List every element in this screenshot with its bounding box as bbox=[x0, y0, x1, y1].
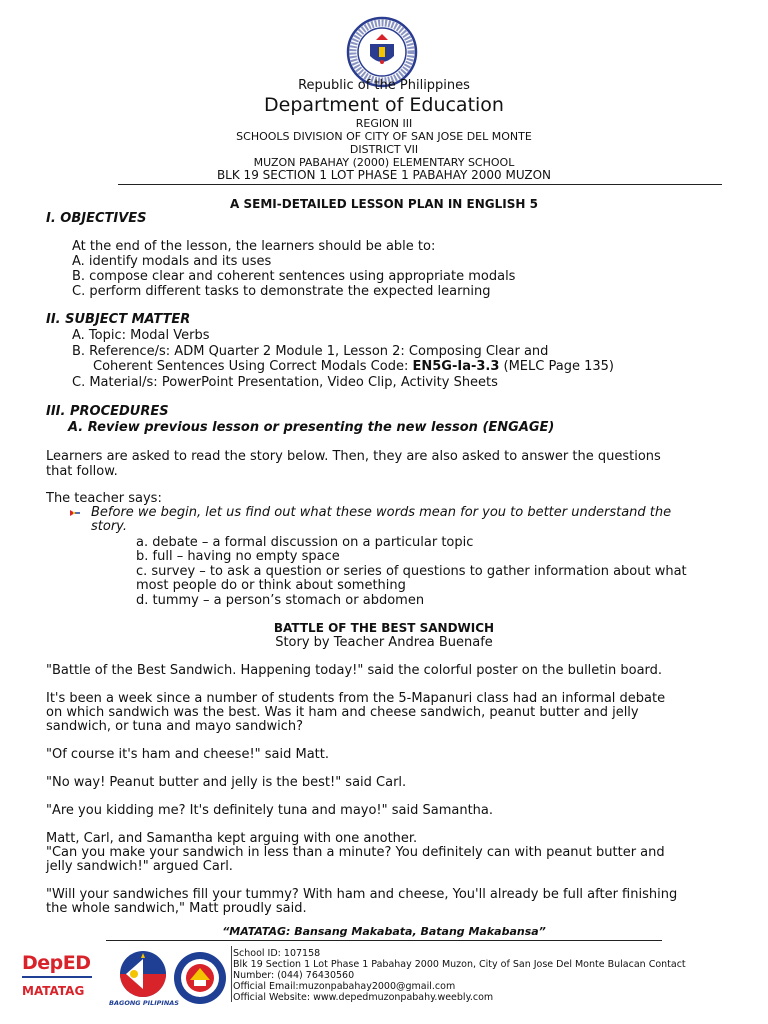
matatag-logo-text: MATATAG bbox=[22, 984, 85, 998]
school-name: MUZON PABAHAY (2000) ELEMENTARY SCHOOL bbox=[253, 156, 515, 169]
bullet-instruction-cont: story. bbox=[91, 519, 127, 534]
republic-label: Republic of the Philippines bbox=[298, 78, 470, 93]
reference-text: Coherent Sentences Using Correct Modals Code: bbox=[93, 359, 413, 374]
procedure-intro-cont: that follow. bbox=[46, 464, 118, 479]
official-email: Official Email:muzonpabahay2000@gmail.com bbox=[233, 981, 456, 992]
story-paragraph: "Are you kidding me? It's definitely tuna and mayo!" said Samantha. bbox=[46, 803, 494, 818]
deped-matatag-logo bbox=[22, 952, 98, 1010]
vocab-item: c. survey – to ask a question or series of questions to gather information about what bbox=[136, 564, 687, 579]
vocab-item: b. full – having no empty space bbox=[136, 549, 340, 564]
story-paragraph: "Will your sandwiches fill your tummy? With ham and cheese, You'll already be full after finishing bbox=[46, 887, 678, 902]
procedures-heading: III. PROCEDURES bbox=[46, 404, 169, 419]
melc-code: EN5G-Ia-3.3 bbox=[412, 359, 500, 374]
bagong-pilipinas-logo-icon bbox=[112, 949, 174, 999]
story-paragraph: Matt, Carl, and Samantha kept arguing with one another. bbox=[46, 831, 418, 846]
lesson-plan-title: A SEMI-DETAILED LESSON PLAN IN ENGLISH 5 bbox=[230, 197, 538, 211]
objective-item: B. compose clear and coherent sentences using appropriate modals bbox=[72, 269, 516, 284]
story-paragraph-cont: jelly sandwich!" argued Carl. bbox=[46, 859, 233, 874]
procedure-intro: Learners are asked to read the story below. Then, they are also asked to answer the questions bbox=[46, 449, 661, 464]
story-paragraph: "No way! Peanut butter and jelly is the best!" said Carl. bbox=[46, 775, 407, 790]
story-title: BATTLE OF THE BEST SANDWICH bbox=[273, 621, 495, 635]
reference-line: B. Reference/s: ADM Quarter 2 Module 1, Lesson 2: Composing Clear and bbox=[72, 344, 549, 359]
vocab-item: d. tummy – a person’s stomach or abdomen bbox=[136, 593, 425, 608]
story-paragraph-cont: on which sandwich was the best. Was it ham and cheese sandwich, peanut butter and jelly bbox=[46, 705, 639, 720]
department-title: Department of Education bbox=[264, 94, 504, 116]
vocab-item: a. debate – a formal discussion on a particular topic bbox=[136, 535, 474, 550]
footer-divider bbox=[106, 940, 662, 941]
header-divider bbox=[118, 184, 722, 185]
story-paragraph: "Of course it's ham and cheese!" said Matt. bbox=[46, 747, 330, 762]
division-label: SCHOOLS DIVISION OF CITY OF SAN JOSE DEL MONTE bbox=[236, 130, 532, 143]
district-label: DISTRICT VII bbox=[349, 143, 419, 156]
objective-item: C. perform different tasks to demonstrate the expected learning bbox=[72, 284, 491, 299]
school-full-address: Blk 19 Section 1 Lot Phase 1 Pabahay 2000 Muzon, City of San Jose Del Monte Bulacan Contact bbox=[233, 959, 686, 970]
deped-logo-text: DepED bbox=[22, 952, 91, 974]
matatag-motto: “MATATAG: Bansang Makabata, Batang Makabansa” bbox=[222, 925, 546, 938]
vocab-item-cont: most people do or think about something bbox=[136, 578, 406, 593]
contact-number: Number: (044) 76430560 bbox=[233, 970, 355, 981]
school-logo-icon bbox=[172, 950, 228, 1006]
materials-line: C. Material/s: PowerPoint Presentation, Video Clip, Activity Sheets bbox=[72, 375, 498, 390]
story-paragraph: "Battle of the Best Sandwich. Happening today!" said the colorful poster on the bulletin board. bbox=[46, 663, 663, 678]
bagong-pilipinas-label: BAGONG PILIPINAS bbox=[109, 999, 179, 1007]
story-paragraph-cont: the whole sandwich," Matt proudly said. bbox=[46, 901, 307, 916]
school-id: School ID: 107158 bbox=[233, 948, 321, 959]
objective-item: A. identify modals and its uses bbox=[72, 254, 272, 269]
story-paragraph-cont: sandwich, or tuna and mayo sandwich? bbox=[46, 719, 303, 734]
school-address: BLK 19 SECTION 1 LOT PHASE 1 PABAHAY 2000 MUZON bbox=[216, 168, 552, 182]
procedure-a-heading: A. Review previous lesson or presenting the new lesson (ENGAGE) bbox=[68, 420, 555, 435]
region-label: REGION III bbox=[355, 117, 413, 130]
subject-matter-heading: II. SUBJECT MATTER bbox=[46, 312, 191, 327]
melc-page: (MELC Page 135) bbox=[499, 359, 614, 374]
story-paragraph-cont: "Can you make your sandwich in less than a minute? You definitely can with peanut butter and bbox=[46, 845, 665, 860]
topic-line: A. Topic: Modal Verbs bbox=[72, 328, 210, 343]
contact-separator bbox=[231, 946, 232, 1002]
official-website: Official Website: www.depedmuzonpabahy.weebly.com bbox=[233, 992, 494, 1003]
story-byline: Story by Teacher Andrea Buenafe bbox=[275, 635, 493, 650]
story-paragraph: It's been a week since a number of students from the 5-Mapanuri class had an informal debate bbox=[46, 691, 666, 706]
arrow-bullet-icon bbox=[69, 507, 81, 519]
logo-rule bbox=[22, 976, 92, 978]
reference-line-2 bbox=[93, 359, 614, 374]
objectives-intro: At the end of the lesson, the learners should be able to: bbox=[72, 239, 436, 254]
objectives-heading: I. OBJECTIVES bbox=[46, 211, 147, 226]
teacher-says-label: The teacher says: bbox=[46, 491, 162, 506]
bullet-instruction: Before we begin, let us find out what these words mean for you to better understand the bbox=[91, 505, 672, 520]
